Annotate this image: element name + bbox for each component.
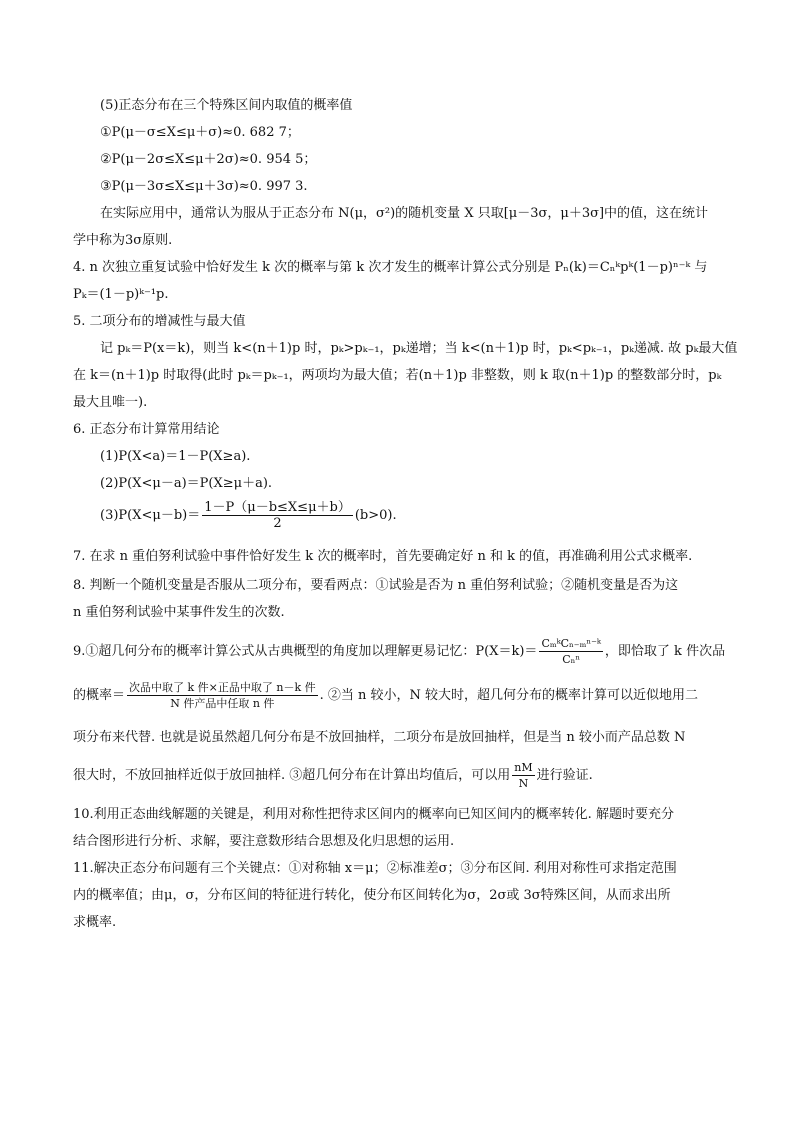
item9-line4-suffix: 进行验证. bbox=[536, 768, 593, 783]
item9-line1-suffix: ，即恰取了 k 件次品 bbox=[604, 644, 726, 659]
section5-paragraph-line1: 在实际应用中，通常认为服从于正态分布 N(μ，σ²)的随机变量 X 只取[μ－3σ，μ＋3σ]中的值，这在统计 bbox=[100, 206, 709, 221]
mean-check-denominator: N bbox=[518, 777, 529, 790]
item10-line1: 10.利用正态曲线解题的关键是，利用对称性把待求区间内的概率向已知区间内的概率转化. 解题时要充分 bbox=[73, 807, 674, 822]
probability-ratio-denominator: N 件产品中任取 n 件 bbox=[170, 697, 275, 710]
item5-line1: 记 pₖ＝P(x＝k)，则当 k<(n＋1)p 时，pₖ>pₖ₋₁，pₖ递增；当 k<(n＋1)p 时，pₖ<pₖ₋₁，pₖ递减. 故 pₖ最大值 bbox=[100, 341, 738, 356]
item9-line3: 项分布来代替. 也就是说虽然超几何分布是不放回抽样，二项分布是放回抽样，但是当 n 较小而产品总数 N bbox=[73, 730, 686, 745]
section5-paragraph-line2: 学中称为3σ原则. bbox=[73, 233, 173, 248]
item8-line2: n 重伯努利试验中某事件发生的次数. bbox=[73, 605, 285, 620]
item7-line1: 7. 在求 n 重伯努利试验中事件恰好发生 k 次的概率时，首先要确定好 n 和 k 的值，再准确利用公式求概率. bbox=[73, 549, 693, 564]
item9-line2-suffix: . ②当 n 较小，N 较大时，超几何分布的概率计算可以近似地用二 bbox=[319, 688, 699, 703]
item9-line1 bbox=[73, 636, 725, 667]
item4-line1: 4. n 次独立重复试验中恰好发生 k 次的概率与第 k 次才发生的概率计算公式分别是 Pₙ(k)＝Cₙᵏpᵏ(1－p)ⁿ⁻ᵏ 与 bbox=[73, 260, 708, 275]
mean-check-fraction bbox=[512, 760, 534, 791]
mean-check-numerator: nM bbox=[514, 761, 533, 774]
item6-formula3 bbox=[100, 500, 397, 531]
item11-line3: 求概率. bbox=[73, 915, 117, 930]
formula3-denominator: 2 bbox=[273, 516, 282, 531]
section5-item3: ③P(μ－3σ≤X≤μ＋3σ)≈0. 997 3. bbox=[100, 179, 308, 194]
formula3-numerator: 1－P（μ－b≤X≤μ＋b） bbox=[204, 500, 351, 515]
formula3-suffix: (b>0). bbox=[354, 508, 397, 523]
item9-line2 bbox=[73, 680, 698, 711]
item8-line1: 8. 判断一个随机变量是否服从二项分布，要看两点：①试验是否为 n 重伯努利试验；②随机变量是否为这 bbox=[73, 578, 679, 593]
item11-line1: 11.解决正态分布问题有三个关键点：①对称轴 x＝μ；②标准差σ；③分布区间. 利用对称性可求指定范围 bbox=[73, 861, 677, 876]
item6-title: 6. 正态分布计算常用结论 bbox=[73, 422, 220, 437]
hypergeometric-numerator: CₘᵏCₙ₋ₘⁿ⁻ᵏ bbox=[541, 637, 601, 650]
probability-ratio-fraction bbox=[127, 680, 318, 711]
item11-line2: 内的概率值；由μ，σ，分布区间的特征进行转化，使分布区间转化为σ，2σ或 3σ特殊区间，从而求出所 bbox=[73, 888, 671, 903]
item6-formula2: (2)P(X<μ－a)＝P(X≥μ＋a). bbox=[100, 476, 273, 491]
item4-line2: Pₖ＝(1－p)ᵏ⁻¹p. bbox=[73, 287, 169, 302]
section5-item1: ①P(μ－σ≤X≤μ＋σ)≈0. 682 7； bbox=[100, 125, 300, 140]
item9-line1-prefix: 9.①超几何分布的概率计算公式从古典概型的角度加以理解更易记忆：P(X＝k)＝ bbox=[73, 644, 538, 659]
item6-formula1: (1)P(X<a)＝1－P(X≥a). bbox=[100, 449, 251, 464]
item9-line4-prefix: 很大时，不放回抽样近似于放回抽样. ③超几何分布在计算出均值后，可以用 bbox=[73, 768, 511, 783]
item5-line2: 在 k＝(n＋1)p 时取得(此时 pₖ＝pₖ₋₁，两项均为最大值；若(n＋1)p 非整数，则 k 取(n＋1)p 的整数部分时，pₖ bbox=[73, 368, 722, 383]
probability-ratio-numerator: 次品中取了 k 件×正品中取了 n－k 件 bbox=[129, 681, 316, 694]
formula3-fraction bbox=[202, 500, 353, 531]
formula3-prefix: (3)P(X<μ－b)＝ bbox=[100, 508, 201, 523]
section5-item2: ②P(μ－2σ≤X≤μ＋2σ)≈0. 954 5； bbox=[100, 152, 317, 167]
hypergeometric-fraction bbox=[539, 636, 602, 667]
section5-title: (5)正态分布在三个特殊区间内取值的概率值 bbox=[100, 98, 353, 113]
hypergeometric-denominator: Cₙⁿ bbox=[562, 653, 581, 666]
item9-line2-prefix: 的概率＝ bbox=[73, 688, 126, 703]
item5-title: 5. 二项分布的增减性与最大值 bbox=[73, 314, 246, 329]
item9-line4 bbox=[73, 760, 593, 791]
item10-line2: 结合图形进行分析、求解，要注意数形结合思想及化归思想的运用. bbox=[73, 834, 455, 849]
item5-line3: 最大且唯一). bbox=[73, 395, 148, 410]
